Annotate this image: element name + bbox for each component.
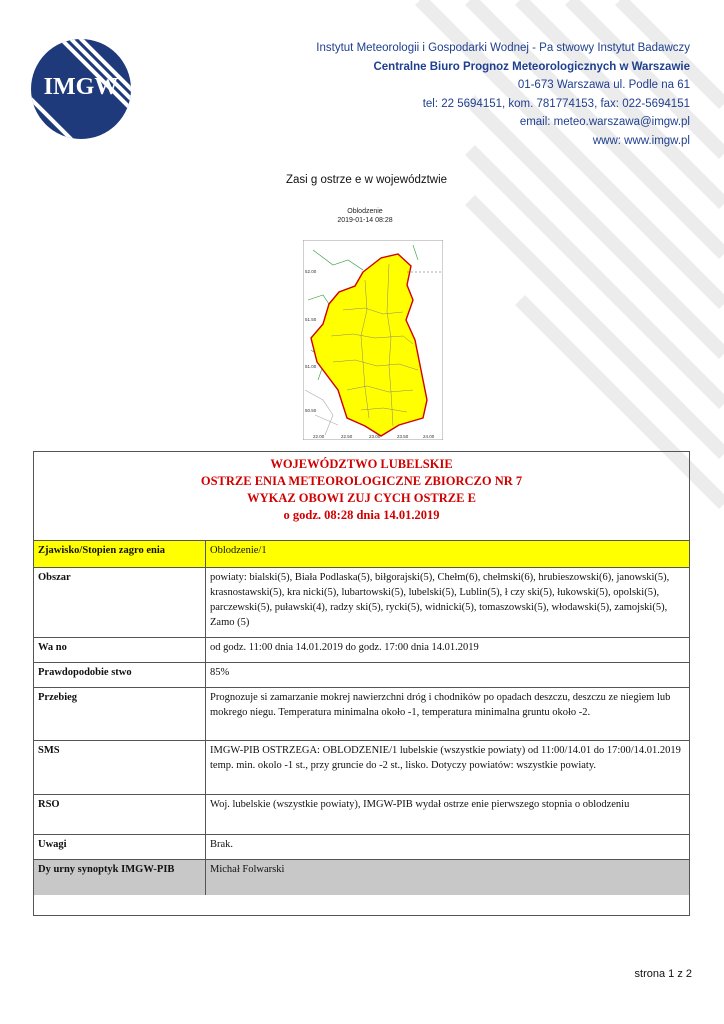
table-row-validity [34, 638, 689, 663]
lon-label: 24.00 [423, 434, 435, 439]
row-value: powiaty: bialski(5), Biała Podlaska(5), biłgorajski(5), Chełm(6), chełmski(6), hrubieszowski(6), janowski(5), krasnostawski(5), kra nicki(5), lubartowski(5), lubelski(5), Lublin(5), ł czy ski(5), łukowski(5), opolski(5), parczewski(5), puławski(4), radzy ski(5), rycki(5), widnicki(5), tomaszowski(5), włodawski(5), zamojski(5), Zamo (5) [210, 572, 670, 628]
imgw-logo [30, 38, 132, 140]
email: email: meteo.warszawa@imgw.pl [519, 116, 690, 129]
row-value: Woj. lubelskie (wszystkie powiaty), IMGW-PIB wydał ostrze enie pierwszego stopnia o oblodzeniu [210, 799, 630, 810]
row-label: Obszar [34, 568, 206, 637]
imgw-logo-icon [30, 38, 132, 140]
voivodeship-title: WOJEWÓDZTWO LUBELSKIE [270, 457, 453, 471]
issue-time: o godz. 08:28 dnia 14.01.2019 [283, 508, 440, 522]
table-title [34, 452, 689, 541]
bulletin-title: OSTRZE ENIA METEOROLOGICZNE ZBIORCZO NR 7 [200, 474, 523, 488]
row-label: Uwagi [34, 835, 206, 859]
list-title: WYKAZ OBOWI ZUJ CYCH OSTRZE E [247, 491, 476, 505]
row-label: Prawdopodobie stwo [34, 663, 206, 687]
lat-label: 51.50 [305, 317, 317, 322]
table-row-rso [34, 795, 689, 835]
table-row-course [34, 688, 689, 741]
table-row-area [34, 568, 689, 638]
row-label: Zjawisko/Stopien zagro enia [34, 541, 206, 567]
lon-label: 23.00 [369, 434, 381, 439]
table-row-remarks [34, 835, 689, 860]
institute-header [316, 39, 690, 151]
table-row-forecaster [34, 860, 689, 895]
table-row-probability [34, 663, 689, 688]
map-heading: Zasi g ostrze e w województwie [286, 174, 448, 186]
warning-map [303, 240, 443, 440]
row-value: IMGW-PIB OSTRZEGA: OBLODZENIE/1 lubelskie (wszystkie powiaty) od 11:00/14.01 do 17:00/14.01.2019 temp. min. okolo -1 st., przy gruncie do -2 st., lisko. Dotyczy powiatów: wszystkie powiaty. [210, 745, 681, 771]
lat-label: 50.50 [305, 408, 317, 413]
lon-label: 23.50 [397, 434, 409, 439]
table-row-phenomenon [34, 541, 689, 568]
institute-name: Instytut Meteorologii i Gospodarki Wodnej - Pa stwowy Instytut Badawczy [316, 42, 690, 54]
row-value: od godz. 11:00 dnia 14.01.2019 do godz. 17:00 dnia 14.01.2019 [210, 642, 479, 653]
warning-table [33, 451, 690, 916]
row-value: Oblodzenie/1 [210, 545, 267, 556]
row-value: Prognozuje si zamarzanie mokrej nawierzchni dróg i chodników po opadach deszczu, deszczu ze niegiem lub mokrego niegu. Temperatura minimalna około -1, temperatura minimalna gruntu około -2. [210, 692, 671, 718]
map-timestamp: 2019-01-14 08:28 [337, 217, 393, 224]
row-value: Brak. [210, 839, 234, 850]
website: www: www.imgw.pl [592, 134, 690, 147]
row-label: Wa no [34, 638, 206, 662]
lat-label: 51.00 [305, 364, 317, 369]
lon-label: 22.50 [341, 434, 353, 439]
row-value: 85% [210, 667, 230, 678]
phone: tel: 22 5694151, kom. 781774153, fax: 022-5694151 [422, 97, 690, 110]
map-phenomenon: Oblodzenie [347, 208, 383, 215]
lat-label: 52.00 [305, 269, 317, 274]
row-label: Dy urny synoptyk IMGW-PIB [34, 860, 206, 895]
page-number: strona 1 z 2 [634, 968, 692, 980]
lon-label: 22.00 [313, 434, 325, 439]
address: 01-673 Warszawa ul. Podle na 61 [517, 79, 690, 92]
row-value: Michał Folwarski [210, 864, 285, 875]
row-label: RSO [34, 795, 206, 834]
table-row-sms [34, 741, 689, 795]
svg-text:IMGW: IMGW [43, 74, 119, 100]
bureau-name: Centralne Biuro Prognoz Meteorologicznych w Warszawie [373, 60, 690, 73]
row-label: Przebieg [34, 688, 206, 740]
map-title [300, 207, 430, 225]
row-label: SMS [34, 741, 206, 794]
